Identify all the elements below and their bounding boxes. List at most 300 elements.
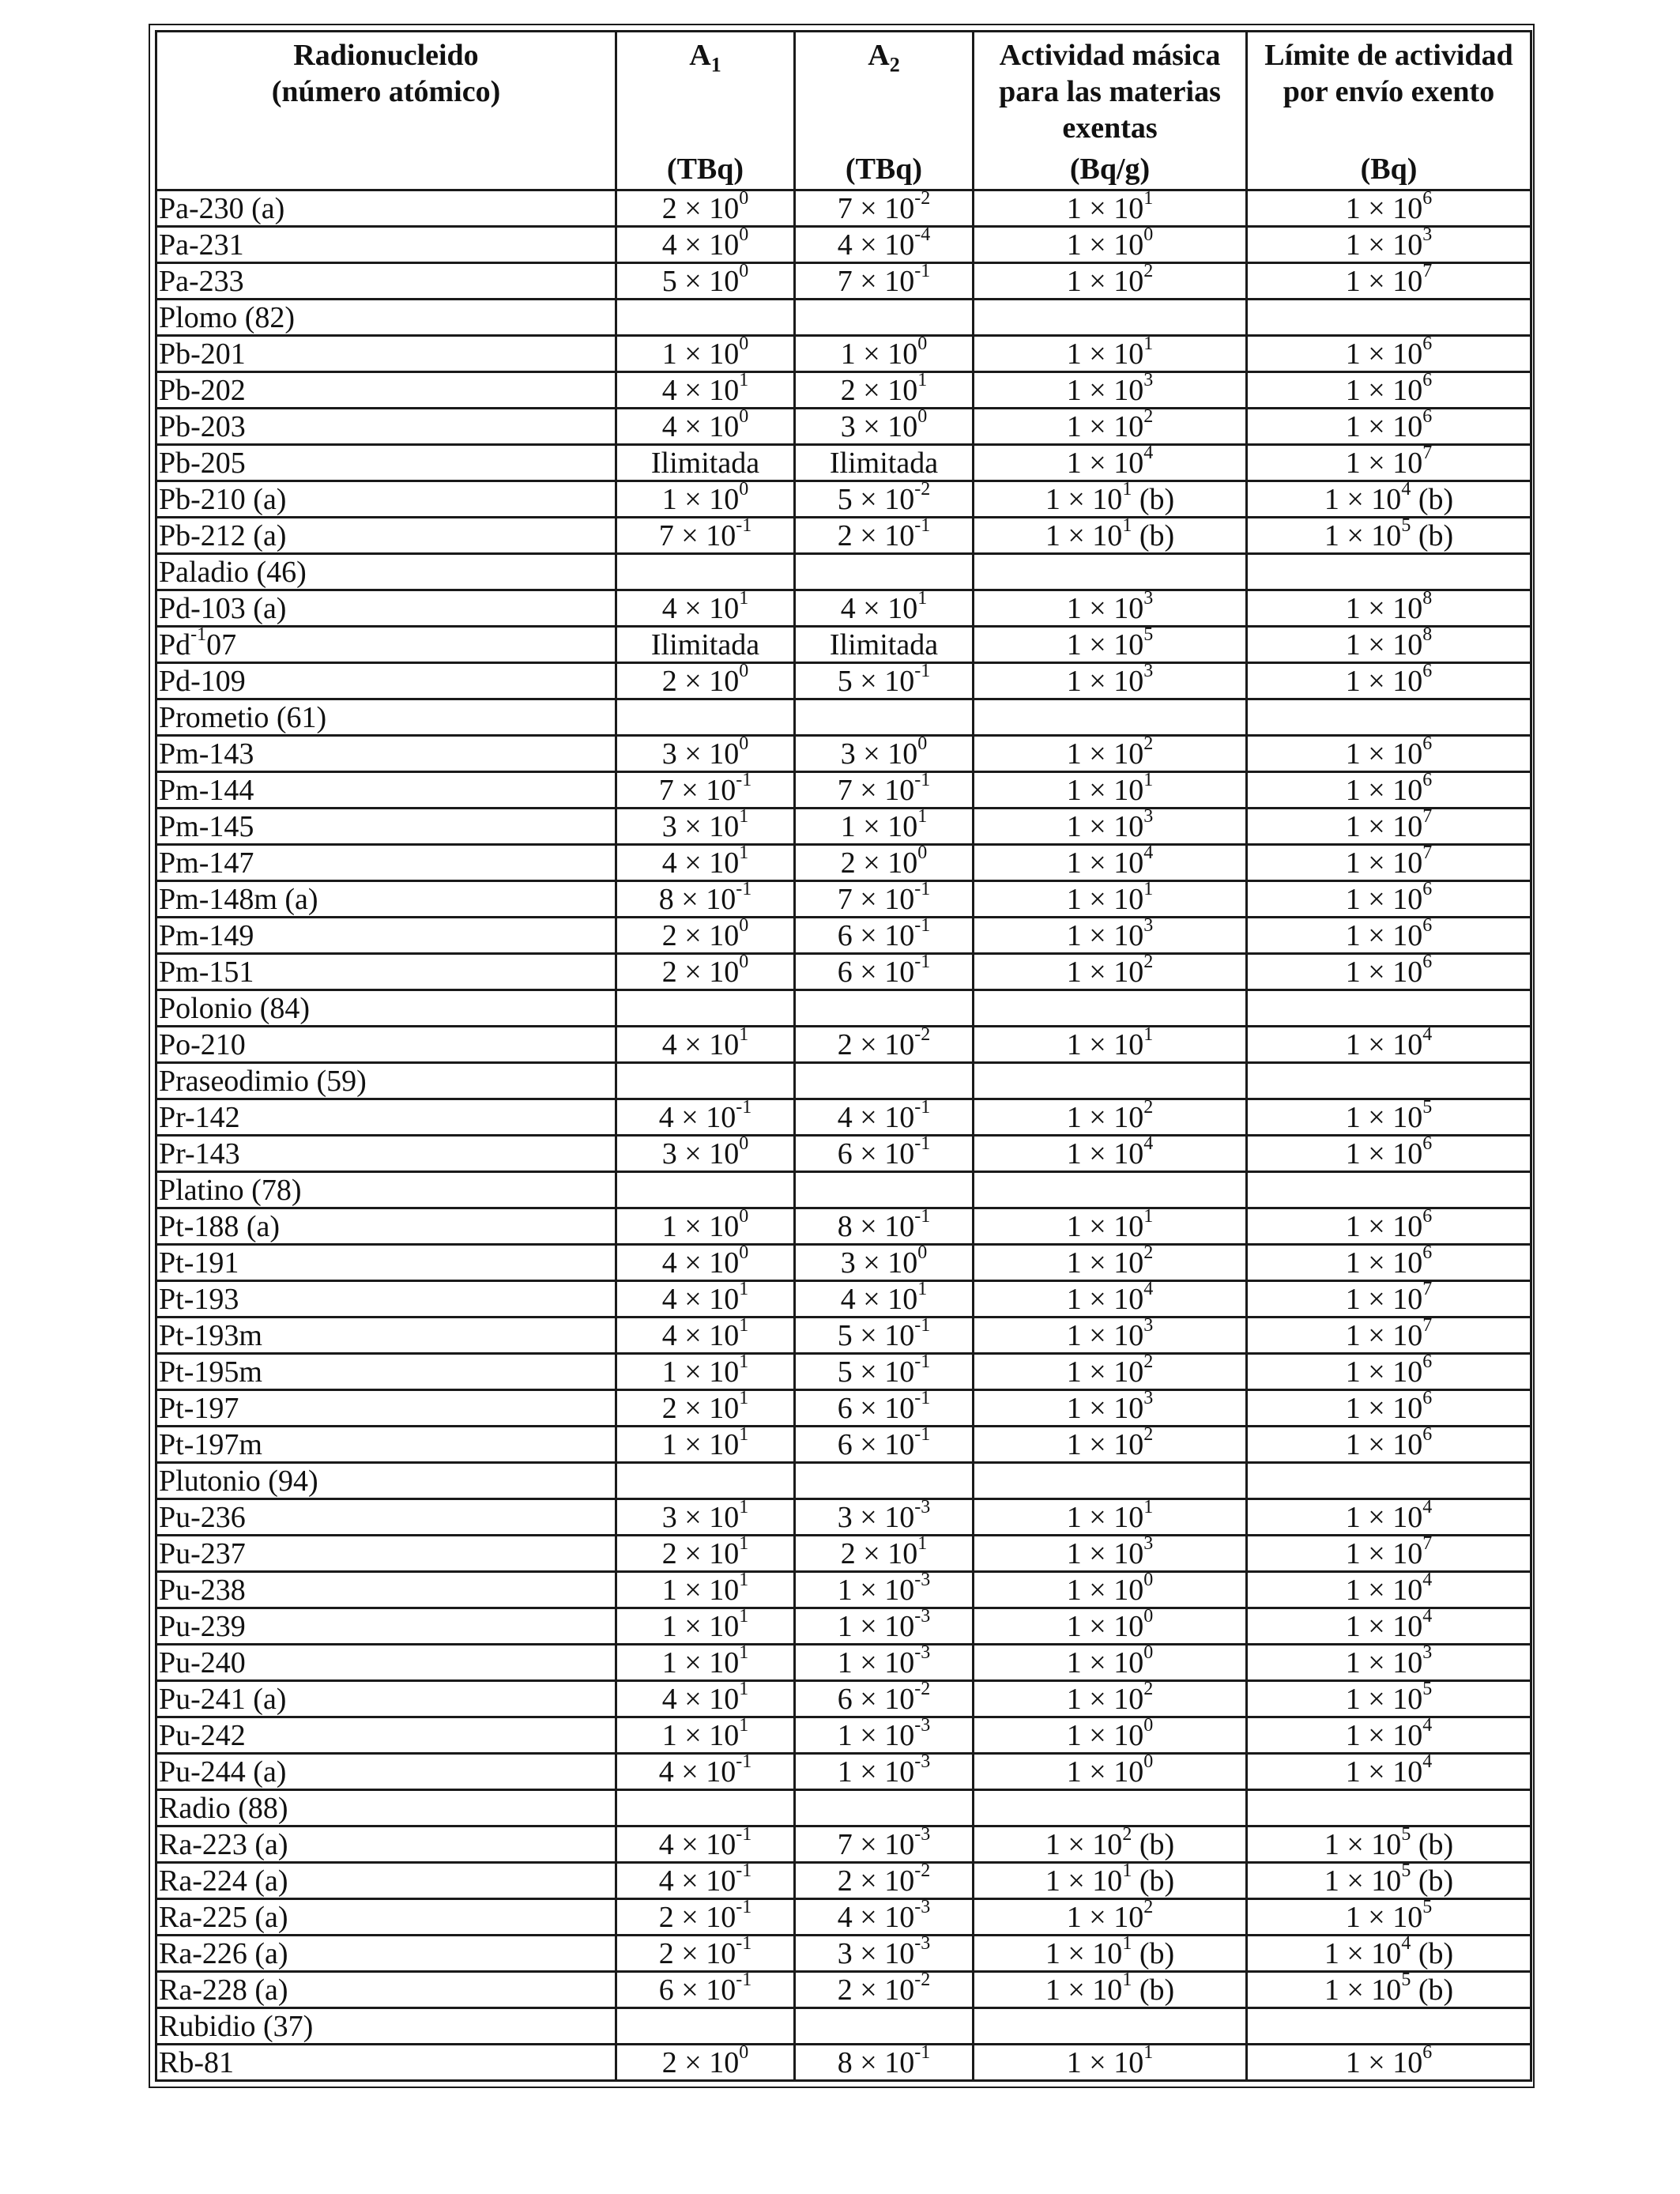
nuclide-cell: Radio (88) xyxy=(156,1790,616,1826)
table-row xyxy=(156,845,1531,881)
limite-cell: $1 \times 10^3$ xyxy=(1247,227,1531,263)
limite-cell: $1 \times 10^7$ xyxy=(1247,845,1531,881)
limite-cell: $1 \times 10^6$ xyxy=(1247,918,1531,954)
a1-cell: $2 \times 10^0$ xyxy=(616,954,795,990)
radionuclide-table xyxy=(155,30,1532,2082)
a2-cell: $1 \times 10^1$ xyxy=(795,809,974,845)
table-row xyxy=(156,2045,1531,2081)
nuclide-cell: Pd-103 (a) xyxy=(156,590,616,627)
a1-cell: Ilimitada xyxy=(616,445,795,481)
nuclide-cell: Pb-212 (a) xyxy=(156,518,616,554)
actividad-masica-cell: $1 \times 10^1$ xyxy=(974,772,1247,809)
nuclide-cell: Pd-109 xyxy=(156,663,616,699)
table-row xyxy=(156,445,1531,481)
a1-cell: $4 \times 10^1$ xyxy=(616,1027,795,1063)
a1-cell: $4 \times 10^1$ xyxy=(616,590,795,627)
a1-cell: $1 \times 10^1$ xyxy=(616,1717,795,1754)
actividad-masica-cell: $1 \times 10^1$ xyxy=(974,1027,1247,1063)
table-row xyxy=(156,1899,1531,1936)
limite-cell: $1 \times 10^5$ xyxy=(1247,1099,1531,1136)
actividad-masica-cell: $1 \times 10^3$ xyxy=(974,1318,1247,1354)
a2-cell: $4 \times 10^1$ xyxy=(795,590,974,627)
a2-cell: Ilimitada xyxy=(795,627,974,663)
a2-cell: $6 \times 10^{-1}$ xyxy=(795,954,974,990)
a2-cell xyxy=(795,990,974,1027)
nuclide-cell: Praseodimio (59) xyxy=(156,1063,616,1099)
nuclide-cell: Ra-224 (a) xyxy=(156,1863,616,1899)
limite-cell: $1 \times 10^4$ xyxy=(1247,1717,1531,1754)
actividad-masica-cell: $1 \times 10^3$ xyxy=(974,1390,1247,1427)
table-row xyxy=(156,263,1531,300)
actividad-masica-cell: $1 \times 10^2$ xyxy=(974,1354,1247,1390)
nuclide-cell: Paladio (46) xyxy=(156,554,616,590)
limite-cell: $1 \times 10^6$ xyxy=(1247,336,1531,372)
a1-cell: $2 \times 10^1$ xyxy=(616,1536,795,1572)
table-row xyxy=(156,1754,1531,1790)
a2-cell: $1 \times 10^{-3}$ xyxy=(795,1754,974,1790)
actividad-masica-cell: $1 \times 10^1$ xyxy=(974,336,1247,372)
a2-cell: Ilimitada xyxy=(795,445,974,481)
table-row xyxy=(156,1427,1531,1463)
limite-cell: $1 \times 10^4$ (b) xyxy=(1247,481,1531,518)
a1-cell: $1 \times 10^0$ xyxy=(616,336,795,372)
actividad-masica-cell xyxy=(974,2008,1247,2045)
table-row xyxy=(156,190,1531,227)
limite-cell xyxy=(1247,1063,1531,1099)
limite-cell: $1 \times 10^6$ xyxy=(1247,190,1531,227)
table-row xyxy=(156,627,1531,663)
a2-cell: $4 \times 10^{-4}$ xyxy=(795,227,974,263)
limite-cell: $1 \times 10^3$ xyxy=(1247,1645,1531,1681)
limite-cell: $1 \times 10^4$ xyxy=(1247,1754,1531,1790)
a2-cell: $2 \times 10^{-2}$ xyxy=(795,1972,974,2008)
a2-cell: $4 \times 10^1$ xyxy=(795,1281,974,1318)
nuclide-cell: Pb-201 xyxy=(156,336,616,372)
table-row xyxy=(156,409,1531,445)
table-row xyxy=(156,1027,1531,1063)
a1-cell: $8 \times 10^{-1}$ xyxy=(616,881,795,918)
nuclide-cell: Pu-244 (a) xyxy=(156,1754,616,1790)
nuclide-cell: Pb-205 xyxy=(156,445,616,481)
a1-cell: $2 \times 10^{-1}$ xyxy=(616,1899,795,1936)
nuclide-cell: Pr-143 xyxy=(156,1136,616,1172)
limite-cell: $1 \times 10^5$ (b) xyxy=(1247,1863,1531,1899)
actividad-masica-cell: $1 \times 10^3$ xyxy=(974,1536,1247,1572)
actividad-masica-cell: $1 \times 10^3$ xyxy=(974,590,1247,627)
actividad-masica-cell: $1 \times 10^0$ xyxy=(974,227,1247,263)
a1-cell: $4 \times 10^{-1}$ xyxy=(616,1099,795,1136)
nuclide-cell: Pu-241 (a) xyxy=(156,1681,616,1717)
limite-cell: $1 \times 10^5$ (b) xyxy=(1247,1972,1531,2008)
limite-cell xyxy=(1247,554,1531,590)
table-row xyxy=(156,1826,1531,1863)
nuclide-cell: Pt-193 xyxy=(156,1281,616,1318)
nuclide-cell: Pm-147 xyxy=(156,845,616,881)
nuclide-cell: Ra-226 (a) xyxy=(156,1936,616,1972)
limite-cell xyxy=(1247,990,1531,1027)
a1-cell: $4 \times 10^0$ xyxy=(616,227,795,263)
nuclide-cell: Pa-233 xyxy=(156,263,616,300)
a1-cell: $2 \times 10^1$ xyxy=(616,1390,795,1427)
table-frame xyxy=(149,24,1535,2088)
a2-cell: $7 \times 10^{-1}$ xyxy=(795,772,974,809)
a1-cell: $4 \times 10^{-1}$ xyxy=(616,1863,795,1899)
nuclide-cell: Pm-143 xyxy=(156,736,616,772)
actividad-masica-cell: $1 \times 10^2$ xyxy=(974,1899,1247,1936)
header-limite-actividad xyxy=(1247,32,1531,190)
a1-cell: $4 \times 10^1$ xyxy=(616,845,795,881)
limite-cell: $1 \times 10^7$ xyxy=(1247,445,1531,481)
limite-cell xyxy=(1247,300,1531,336)
a1-cell: $3 \times 10^0$ xyxy=(616,1136,795,1172)
a2-cell: $4 \times 10^{-3}$ xyxy=(795,1899,974,1936)
nuclide-cell: Pm-145 xyxy=(156,809,616,845)
a2-cell xyxy=(795,1172,974,1208)
a1-cell xyxy=(616,2008,795,2045)
table-row xyxy=(156,227,1531,263)
nuclide-cell: Pu-238 xyxy=(156,1572,616,1608)
actividad-masica-cell: $1 \times 10^1$ xyxy=(974,190,1247,227)
actividad-masica-cell: $1 \times 10^0$ xyxy=(974,1645,1247,1681)
table-row xyxy=(156,736,1531,772)
nuclide-cell: Pa-230 (a) xyxy=(156,190,616,227)
a1-cell: $1 \times 10^1$ xyxy=(616,1608,795,1645)
a2-cell: $7 \times 10^{-1}$ xyxy=(795,881,974,918)
nuclide-cell: Pu-237 xyxy=(156,1536,616,1572)
a2-cell: $1 \times 10^{-3}$ xyxy=(795,1572,974,1608)
actividad-masica-cell: $1 \times 10^1$ xyxy=(974,2045,1247,2081)
table-row xyxy=(156,1172,1531,1208)
nuclide-cell: Pr-142 xyxy=(156,1099,616,1136)
actividad-masica-cell xyxy=(974,554,1247,590)
limite-cell: $1 \times 10^4$ xyxy=(1247,1572,1531,1608)
limite-cell: $1 \times 10^4$ xyxy=(1247,1499,1531,1536)
nuclide-cell: Pu-236 xyxy=(156,1499,616,1536)
a2-cell: $2 \times 10^{-1}$ xyxy=(795,518,974,554)
a2-cell xyxy=(795,2008,974,2045)
actividad-masica-cell: $1 \times 10^4$ xyxy=(974,1281,1247,1318)
a2-cell: $7 \times 10^{-2}$ xyxy=(795,190,974,227)
a2-cell: $4 \times 10^{-1}$ xyxy=(795,1099,974,1136)
limite-cell xyxy=(1247,1463,1531,1499)
a1-cell xyxy=(616,1463,795,1499)
table-row xyxy=(156,1136,1531,1172)
nuclide-cell: Pb-203 xyxy=(156,409,616,445)
a1-cell: $2 \times 10^0$ xyxy=(616,918,795,954)
table-row xyxy=(156,1645,1531,1681)
a2-cell: $3 \times 10^0$ xyxy=(795,1245,974,1281)
actividad-masica-cell: $1 \times 10^2$ xyxy=(974,1681,1247,1717)
nuclide-cell: Platino (78) xyxy=(156,1172,616,1208)
actividad-masica-cell: $1 \times 10^5$ xyxy=(974,627,1247,663)
table-header-row xyxy=(156,32,1531,190)
a2-cell: $6 \times 10^{-2}$ xyxy=(795,1681,974,1717)
table-row xyxy=(156,699,1531,736)
limite-cell: $1 \times 10^7$ xyxy=(1247,263,1531,300)
table-row xyxy=(156,554,1531,590)
actividad-masica-cell xyxy=(974,699,1247,736)
table-row xyxy=(156,1099,1531,1136)
nuclide-cell: Pt-193m xyxy=(156,1318,616,1354)
nuclide-cell: Pt-191 xyxy=(156,1245,616,1281)
a1-cell: $1 \times 10^1$ xyxy=(616,1427,795,1463)
limite-cell xyxy=(1247,2008,1531,2045)
a2-cell: $5 \times 10^{-2}$ xyxy=(795,481,974,518)
a2-cell: $5 \times 10^{-1}$ xyxy=(795,663,974,699)
limite-cell: $1 \times 10^6$ xyxy=(1247,1245,1531,1281)
table-row xyxy=(156,1281,1531,1318)
a1-cell xyxy=(616,300,795,336)
a1-cell: $2 \times 10^0$ xyxy=(616,2045,795,2081)
nuclide-cell: Ra-223 (a) xyxy=(156,1826,616,1863)
a2-cell: $5 \times 10^{-1}$ xyxy=(795,1354,974,1390)
nuclide-cell: Pt-197m xyxy=(156,1427,616,1463)
nuclide-cell: Pb-210 (a) xyxy=(156,481,616,518)
a2-cell: $1 \times 10^{-3}$ xyxy=(795,1645,974,1681)
nuclide-cell: Pu-242 xyxy=(156,1717,616,1754)
a2-cell: $2 \times 10^1$ xyxy=(795,1536,974,1572)
a1-cell: $3 \times 10^0$ xyxy=(616,736,795,772)
table-row xyxy=(156,590,1531,627)
a1-cell: $1 \times 10^1$ xyxy=(616,1572,795,1608)
table-row xyxy=(156,1681,1531,1717)
actividad-masica-cell: $1 \times 10^0$ xyxy=(974,1717,1247,1754)
a2-cell: $3 \times 10^0$ xyxy=(795,736,974,772)
limite-cell: $1 \times 10^4$ (b) xyxy=(1247,1936,1531,1972)
actividad-masica-cell xyxy=(974,1790,1247,1826)
a2-cell: $3 \times 10^{-3}$ xyxy=(795,1936,974,1972)
a2-cell xyxy=(795,1463,974,1499)
header-actividad-masica-unit: (Bq/g) xyxy=(1069,153,1151,186)
actividad-masica-cell xyxy=(974,1463,1247,1499)
a1-cell: $3 \times 10^1$ xyxy=(616,809,795,845)
nuclide-cell: Rubidio (37) xyxy=(156,2008,616,2045)
actividad-masica-cell xyxy=(974,990,1247,1027)
a2-cell: $2 \times 10^0$ xyxy=(795,845,974,881)
actividad-masica-cell: $1 \times 10^4$ xyxy=(974,1136,1247,1172)
a1-cell: $1 \times 10^1$ xyxy=(616,1645,795,1681)
limite-cell: $1 \times 10^5$ xyxy=(1247,1681,1531,1717)
a2-cell: $3 \times 10^0$ xyxy=(795,409,974,445)
nuclide-cell: Pt-197 xyxy=(156,1390,616,1427)
actividad-masica-cell: $1 \times 10^3$ xyxy=(974,809,1247,845)
a2-cell: $7 \times 10^{-1}$ xyxy=(795,263,974,300)
a2-cell xyxy=(795,1063,974,1099)
table-row xyxy=(156,1463,1531,1499)
table-row xyxy=(156,481,1531,518)
a1-cell: $4 \times 10^1$ xyxy=(616,1681,795,1717)
table-row xyxy=(156,300,1531,336)
a2-cell: $8 \times 10^{-1}$ xyxy=(795,2045,974,2081)
a2-cell xyxy=(795,554,974,590)
actividad-masica-cell: $1 \times 10^1$ (b) xyxy=(974,1972,1247,2008)
limite-cell: $1 \times 10^6$ xyxy=(1247,1354,1531,1390)
actividad-masica-cell: $1 \times 10^2$ xyxy=(974,954,1247,990)
a1-cell: $6 \times 10^{-1}$ xyxy=(616,1972,795,2008)
a2-cell: $2 \times 10^{-2}$ xyxy=(795,1863,974,1899)
actividad-masica-cell: $1 \times 10^1$ (b) xyxy=(974,518,1247,554)
table-row xyxy=(156,1572,1531,1608)
actividad-masica-cell xyxy=(974,300,1247,336)
a2-cell: $8 \times 10^{-1}$ xyxy=(795,1208,974,1245)
nuclide-cell: $Pd^{-1}07$ xyxy=(156,627,616,663)
nuclide-cell: Plomo (82) xyxy=(156,300,616,336)
actividad-masica-cell: $1 \times 10^2$ xyxy=(974,1427,1247,1463)
table-row xyxy=(156,663,1531,699)
table-row xyxy=(156,772,1531,809)
limite-cell: $1 \times 10^6$ xyxy=(1247,1427,1531,1463)
nuclide-cell: Pm-148m (a) xyxy=(156,881,616,918)
table-row xyxy=(156,954,1531,990)
table-row xyxy=(156,1245,1531,1281)
header-actividad-masica-label: Actividad másica para las materias exentas xyxy=(999,39,1221,145)
a1-cell: Ilimitada xyxy=(616,627,795,663)
nuclide-cell: Plutonio (94) xyxy=(156,1463,616,1499)
limite-cell: $1 \times 10^6$ xyxy=(1247,772,1531,809)
a2-cell: $2 \times 10^{-2}$ xyxy=(795,1027,974,1063)
table-row xyxy=(156,336,1531,372)
nuclide-cell: Pu-239 xyxy=(156,1608,616,1645)
table-row xyxy=(156,1717,1531,1754)
header-actividad-masica xyxy=(974,32,1247,190)
limite-cell xyxy=(1247,1790,1531,1826)
limite-cell xyxy=(1247,699,1531,736)
a1-cell: $4 \times 10^1$ xyxy=(616,1281,795,1318)
nuclide-cell: Pm-149 xyxy=(156,918,616,954)
table-row xyxy=(156,518,1531,554)
actividad-masica-cell: $1 \times 10^2$ xyxy=(974,409,1247,445)
table-row xyxy=(156,809,1531,845)
nuclide-cell: Pm-144 xyxy=(156,772,616,809)
table-row xyxy=(156,1354,1531,1390)
header-a2 xyxy=(795,32,974,190)
actividad-masica-cell: $1 \times 10^2$ xyxy=(974,736,1247,772)
a2-cell: $1 \times 10^{-3}$ xyxy=(795,1608,974,1645)
actividad-masica-cell: $1 \times 10^4$ xyxy=(974,845,1247,881)
table-row xyxy=(156,1608,1531,1645)
a1-cell xyxy=(616,1063,795,1099)
header-radionucleido xyxy=(156,32,616,190)
a2-cell: $7 \times 10^{-3}$ xyxy=(795,1826,974,1863)
actividad-masica-cell: $1 \times 10^2$ xyxy=(974,1099,1247,1136)
a2-cell: $5 \times 10^{-1}$ xyxy=(795,1318,974,1354)
header-limite-actividad-label: Límite de actividad por envío exento xyxy=(1264,39,1513,108)
nuclide-cell: Polonio (84) xyxy=(156,990,616,1027)
a1-cell: $4 \times 10^1$ xyxy=(616,1318,795,1354)
table-row xyxy=(156,1390,1531,1427)
a1-cell: $4 \times 10^0$ xyxy=(616,409,795,445)
limite-cell: $1 \times 10^6$ xyxy=(1247,881,1531,918)
table-row xyxy=(156,1536,1531,1572)
limite-cell: $1 \times 10^6$ xyxy=(1247,1136,1531,1172)
a2-cell: $3 \times 10^{-3}$ xyxy=(795,1499,974,1536)
a1-cell xyxy=(616,990,795,1027)
actividad-masica-cell: $1 \times 10^1$ (b) xyxy=(974,1936,1247,1972)
limite-cell: $1 \times 10^8$ xyxy=(1247,627,1531,663)
table-row xyxy=(156,881,1531,918)
header-a2-label: $A_2$ xyxy=(868,39,900,77)
table-row xyxy=(156,1063,1531,1099)
limite-cell: $1 \times 10^8$ xyxy=(1247,590,1531,627)
actividad-masica-cell: $1 \times 10^0$ xyxy=(974,1608,1247,1645)
actividad-masica-cell: $1 \times 10^3$ xyxy=(974,663,1247,699)
header-a2-unit: (TBq) xyxy=(845,153,923,186)
actividad-masica-cell: $1 \times 10^3$ xyxy=(974,918,1247,954)
a2-cell: $6 \times 10^{-1}$ xyxy=(795,1390,974,1427)
a1-cell: $4 \times 10^{-1}$ xyxy=(616,1826,795,1863)
table-row xyxy=(156,990,1531,1027)
limite-cell: $1 \times 10^5$ (b) xyxy=(1247,518,1531,554)
actividad-masica-cell: $1 \times 10^4$ xyxy=(974,445,1247,481)
a2-cell: $2 \times 10^1$ xyxy=(795,372,974,409)
nuclide-cell: Ra-225 (a) xyxy=(156,1899,616,1936)
nuclide-cell: Pa-231 xyxy=(156,227,616,263)
limite-cell: $1 \times 10^6$ xyxy=(1247,663,1531,699)
actividad-masica-cell: $1 \times 10^1$ xyxy=(974,881,1247,918)
nuclide-cell: Pu-240 xyxy=(156,1645,616,1681)
a1-cell: $3 \times 10^1$ xyxy=(616,1499,795,1536)
nuclide-cell: Pm-151 xyxy=(156,954,616,990)
actividad-masica-cell: $1 \times 10^1$ xyxy=(974,1499,1247,1536)
nuclide-cell: Prometio (61) xyxy=(156,699,616,736)
table-row xyxy=(156,918,1531,954)
a1-cell: $1 \times 10^0$ xyxy=(616,481,795,518)
actividad-masica-cell: $1 \times 10^2$ xyxy=(974,263,1247,300)
a2-cell xyxy=(795,300,974,336)
header-limite-actividad-unit: (Bq) xyxy=(1360,153,1418,186)
limite-cell: $1 \times 10^6$ xyxy=(1247,409,1531,445)
limite-cell: $1 \times 10^7$ xyxy=(1247,1281,1531,1318)
limite-cell: $1 \times 10^5$ xyxy=(1247,1899,1531,1936)
nuclide-cell: Po-210 xyxy=(156,1027,616,1063)
limite-cell xyxy=(1247,1172,1531,1208)
header-radionucleido-text: Radionucleido (número atómico) xyxy=(271,39,501,108)
nuclide-cell: Pt-188 (a) xyxy=(156,1208,616,1245)
limite-cell: $1 \times 10^4$ xyxy=(1247,1027,1531,1063)
actividad-masica-cell: $1 \times 10^0$ xyxy=(974,1754,1247,1790)
limite-cell: $1 \times 10^4$ xyxy=(1247,1608,1531,1645)
a1-cell: $1 \times 10^0$ xyxy=(616,1208,795,1245)
limite-cell: $1 \times 10^6$ xyxy=(1247,2045,1531,2081)
nuclide-cell: Ra-228 (a) xyxy=(156,1972,616,2008)
actividad-masica-cell: $1 \times 10^0$ xyxy=(974,1572,1247,1608)
a2-cell xyxy=(795,699,974,736)
a1-cell xyxy=(616,554,795,590)
a2-cell: $1 \times 10^{-3}$ xyxy=(795,1717,974,1754)
table-row xyxy=(156,1790,1531,1826)
table-row xyxy=(156,1499,1531,1536)
a1-cell xyxy=(616,1172,795,1208)
nuclide-cell: Pb-202 xyxy=(156,372,616,409)
a1-cell xyxy=(616,1790,795,1826)
table-row xyxy=(156,372,1531,409)
table-row xyxy=(156,1863,1531,1899)
a2-cell: $6 \times 10^{-1}$ xyxy=(795,1136,974,1172)
actividad-masica-cell: $1 \times 10^1$ xyxy=(974,1208,1247,1245)
actividad-masica-cell xyxy=(974,1063,1247,1099)
header-a1-unit: (TBq) xyxy=(666,153,744,186)
table-row xyxy=(156,1972,1531,2008)
nuclide-cell: Pt-195m xyxy=(156,1354,616,1390)
actividad-masica-cell: $1 \times 10^3$ xyxy=(974,372,1247,409)
a1-cell: $4 \times 10^1$ xyxy=(616,372,795,409)
a1-cell: $7 \times 10^{-1}$ xyxy=(616,772,795,809)
header-a1 xyxy=(616,32,795,190)
header-a1-label: $A_1$ xyxy=(689,39,721,77)
actividad-masica-cell: $1 \times 10^1$ (b) xyxy=(974,481,1247,518)
limite-cell: $1 \times 10^5$ (b) xyxy=(1247,1826,1531,1863)
actividad-masica-cell: $1 \times 10^2$ (b) xyxy=(974,1826,1247,1863)
